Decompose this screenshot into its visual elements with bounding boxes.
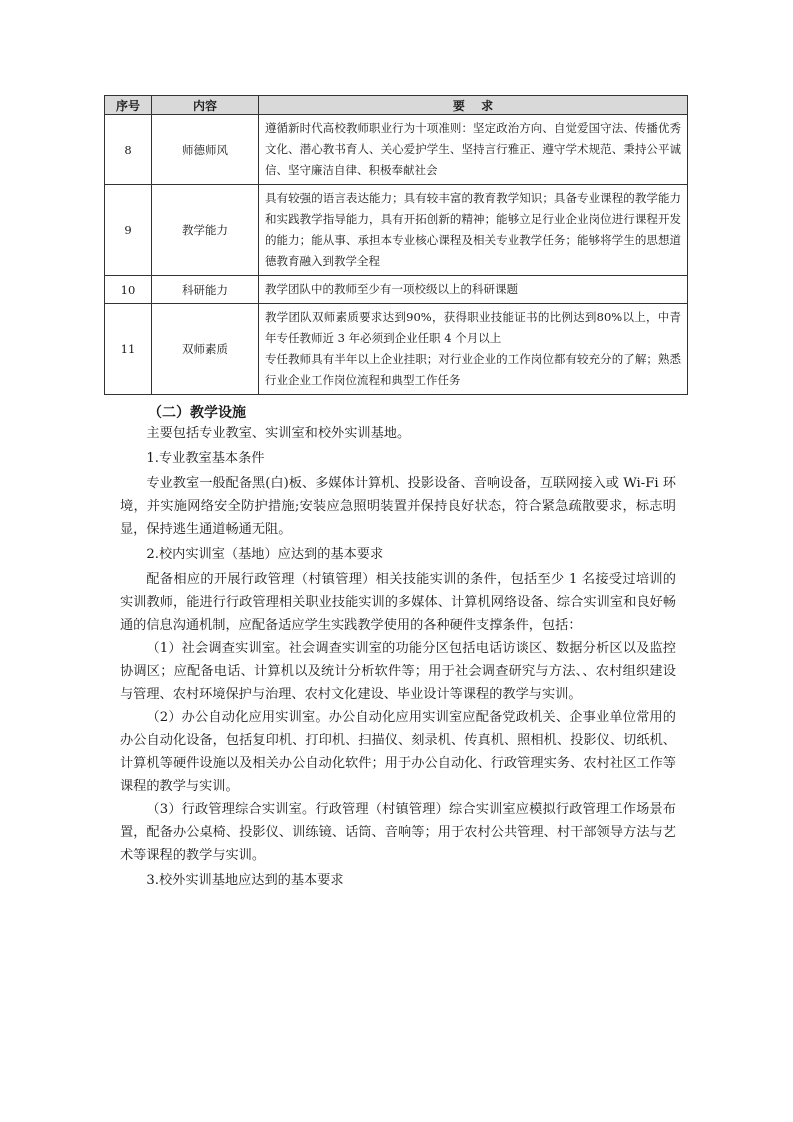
row-category: 科研能力 [152, 276, 259, 304]
header-content: 内容 [152, 96, 259, 115]
row-num: 10 [105, 276, 152, 304]
row-requirement [259, 115, 688, 185]
row-requirement [259, 304, 688, 395]
header-requirement: 要 求 [259, 96, 688, 115]
section-body [120, 422, 676, 892]
requirement-text: 专任教师具有半年以上企业挂职；对行业企业的工作岗位都有较充分的了解；熟悉行业企业工作岗位流程和典型工作任务 [265, 352, 681, 387]
table-header-row [105, 96, 688, 115]
table-row [105, 115, 688, 185]
requirement-text: 具有较强的语言表达能力；具有较丰富的教育教学知识；具备专业课程的教学能力和实践教学指导能力，具有开拓创新的精神；能够立足行业企业岗位进行课程开发的能力；能从事、承担本专业核心课程及相关专业教学任务；能够将学生的思想道德教育融入到教学全程 [265, 191, 681, 268]
requirement-text: 遵循新时代高校教师职业行为十项准则：坚定政治方向、自觉爱国守法、传播优秀文化、潜心教书育人、关心爱护学生、坚持言行雅正、遵守学术规范、秉持公平诚信、坚守廉洁自律、积极奉献社会 [265, 121, 681, 177]
paragraph: 配备相应的开展行政管理（村镇管理）相关技能实训的条件，包括至少 1 名接受过培训的实训教师，能进行行政管理相关职业技能实训的多媒体、计算机网络设备、综合实训室和良好畅通的信息沟通机制，应配备适应学生实践教学使用的各种硬件支撑条件，包括： [120, 572, 676, 633]
row-category: 师德师风 [152, 115, 259, 185]
requirements-table [104, 95, 688, 395]
subheading: 1.专业教室基本条件 [146, 451, 265, 466]
row-category: 教学能力 [152, 185, 259, 276]
requirement-text: 教学团队双师素质要求达到90%，获得职业技能证书的比例达到80%以上，中青年专任教师近 3 年必须到企业任职 4 个月以上 [265, 310, 681, 345]
table-row [105, 276, 688, 304]
section-title: （二）教学设施 [148, 405, 246, 421]
header-num: 序号 [105, 96, 152, 115]
subheading: 2.校内实训室（基地）应达到的基本要求 [146, 547, 384, 562]
row-num: 11 [105, 304, 152, 395]
table-row [105, 304, 688, 395]
subheading: 3.校外实训基地应达到的基本要求 [146, 873, 344, 888]
row-requirement [259, 185, 688, 276]
row-num: 8 [105, 115, 152, 185]
requirement-text: 教学团队中的教师至少有一项校级以上的科研课题 [265, 282, 518, 296]
paragraph: 专业教室一般配备黑(白)板、多媒体计算机、投影设备、音响设备，互联网接入或 Wi-Fi 环境，并实施网络安全防护措施;安装应急照明装置并保持良好状态，符合紧急疏散要求，标志明显，保持逃生通道畅通无阻。 [120, 476, 676, 537]
paragraph: （1）社会调查实训室。社会调查实训室的功能分区包括电话访谈区、数据分析区以及监控协调区；应配备电话、计算机以及统计分析软件等；用于社会调查研究与方法、、农村组织建设与管理、农村环境保护与治理、农村文化建设、毕业设计等课程的教学与实训。 [120, 641, 676, 702]
row-category: 双师素质 [152, 304, 259, 395]
table-row [105, 185, 688, 276]
paragraph: （2）办公自动化应用实训室。办公自动化应用实训室应配备党政机关、企事业单位常用的办公自动化设备，包括复印机、打印机、扫描仪、刻录机、传真机、照相机、投影仪、切纸机、计算机等硬件设施以及相关办公自动化软件；用于办公自动化、行政管理实务、农村社区工作等课程的教学与实训。 [120, 710, 676, 794]
paragraph: 主要包括专业教室、实训室和校外实训基地。 [146, 426, 411, 441]
row-requirement [259, 276, 688, 304]
row-num: 9 [105, 185, 152, 276]
paragraph: （3）行政管理综合实训室。行政管理（村镇管理）综合实训室应模拟行政管理工作场景布置，配备办公桌椅、投影仪、训练镜、话筒、音响等；用于农村公共管理、村干部领导方法与艺术等课程的教学与实训。 [120, 802, 676, 863]
